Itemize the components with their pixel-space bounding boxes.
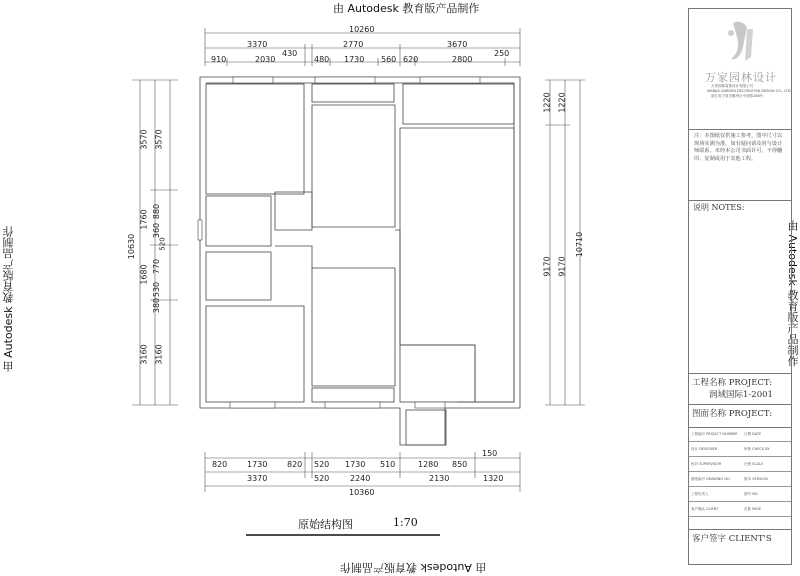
dim-left-row3-e: 770 (152, 258, 162, 275)
info-cell: 校对 SUPERVISOR (691, 462, 722, 466)
company-logo (703, 17, 792, 99)
dim-bottom-row2-c: 2240 (350, 474, 371, 483)
dim-bottom-row2-e: 1320 (483, 474, 504, 483)
logo-subline-1: 万家园林装饰设计有限公司 (711, 84, 753, 88)
watermark-top: 由 Autodesk 教育版产品制作 (333, 2, 480, 15)
dim-top-row3-a: 910 (211, 55, 227, 64)
dim-bottom-row1-h: 850 (452, 460, 468, 469)
info-row (689, 487, 791, 502)
info-cell: 版本 VERSION (744, 477, 768, 481)
watermark-right: 由 Autodesk 教育版产品制作 (786, 220, 799, 367)
dim-top-total: 10260 (349, 25, 375, 34)
plan-scale: 1:70 (393, 516, 418, 529)
dim-bottom-row2-b: 520 (314, 474, 330, 483)
dim-top-row3-e: 560 (381, 55, 397, 64)
info-cell: 日期 DATE (744, 432, 762, 436)
dim-top-row3-f: 620 (403, 55, 419, 64)
title-block (688, 8, 792, 565)
dim-bottom-row1-c: 820 (287, 460, 303, 469)
dim-top-row2-a: 3370 (247, 40, 268, 49)
info-cell: 客户确认 CLIENT (691, 507, 719, 511)
divider-logo (689, 129, 791, 130)
watermark-left: 由 Autodesk 教育版产品制作 (2, 226, 15, 373)
dim-top-row3-h: 250 (494, 49, 510, 58)
dim-bottom-total: 10360 (349, 488, 375, 497)
notes-label: 说明 NOTES: (693, 203, 745, 212)
watermark-bottom: 由 Autodesk 教育版产品制作 (340, 561, 487, 574)
dim-left-total: 10630 (127, 233, 137, 260)
dim-right-row1-a: 1220 (542, 92, 552, 113)
info-cell: 页数 PAGE (744, 507, 762, 511)
info-cell: 比例 SCALE (744, 462, 764, 466)
notes-text: 注：本图纸仅供施工参考，图中尺寸以现场实测为准，如有疑问请及时与设计师联系。未经本公司书面许可，不得翻印、复制或用于其他工程。 (694, 133, 783, 162)
logo-subline-3: 浙江省宁波市鄞州区中河路188号 (711, 94, 764, 98)
project-label: 工程名称 PROJECT: (692, 378, 773, 388)
divider-drawing (689, 404, 791, 405)
dim-top-row2-b: 430 (282, 49, 298, 58)
dim-left-row2-d: 3160 (139, 344, 149, 365)
dim-left-row3-f: 530 (152, 281, 162, 298)
project-value: 润域国际1-2001 (709, 390, 773, 400)
dim-bottom-row1-b: 1730 (247, 460, 268, 469)
dim-left-row3-d: 520 (158, 237, 167, 251)
dim-left-row2-c: 1680 (139, 264, 149, 285)
info-row (689, 502, 791, 517)
info-row (689, 442, 791, 457)
dim-top-row3-b: 2030 (255, 55, 276, 64)
dim-top-row3-d: 1730 (344, 55, 365, 64)
dim-right-row2-a: 1220 (557, 92, 567, 113)
divider-project (689, 373, 791, 374)
dim-right-row1-b: 9170 (542, 256, 552, 277)
drawing-label: 图面名称 PROJECT: (692, 409, 773, 419)
dim-top-row3-g: 2800 (452, 55, 473, 64)
divider-client (689, 529, 791, 530)
logo-mark-icon (703, 17, 779, 67)
info-row (689, 427, 791, 442)
dim-left-row2-a: 3570 (139, 129, 149, 150)
dim-left-row3-h: 3160 (154, 344, 164, 365)
dim-bottom-row2-d: 2130 (429, 474, 450, 483)
info-cell: 图纸编号 DRAWING NO. (691, 477, 731, 481)
dim-right-row2-b: 9170 (557, 256, 567, 277)
info-row (689, 457, 791, 472)
dim-top-row2-c: 2770 (343, 40, 364, 49)
dim-left-row3-a: 3570 (154, 129, 164, 150)
dim-bottom-row2-a: 3370 (247, 474, 268, 483)
dim-top-row3-c: 480 (314, 55, 330, 64)
dim-bottom-row1-f: 510 (380, 460, 396, 469)
dim-left-row3-g: 380 (152, 297, 162, 314)
info-cell: 工程编号 PROJECT NUMBER (691, 432, 738, 436)
info-cell: 工程负责人 (691, 492, 709, 496)
logo-subline-2: WANJIA GARDEN DECORATION DESIGN CO., LTD. (707, 89, 792, 93)
divider-notes (689, 200, 791, 201)
dim-right-total: 10710 (575, 231, 585, 258)
client-label: 客户签字 CLIENT'S (692, 534, 772, 544)
info-cell: 图号 NO. (744, 492, 759, 496)
dim-top-row2-d: 3670 (447, 40, 468, 49)
dim-left-row3-c: 360 (152, 222, 162, 239)
dim-left-row2-b: 1760 (139, 209, 149, 230)
dim-bottom-row1-i: 150 (482, 449, 498, 458)
dim-bottom-row1-e: 1730 (345, 460, 366, 469)
plan-title: 原始结构图 (298, 518, 353, 531)
dim-bottom-row1-a: 820 (212, 460, 228, 469)
dim-bottom-row1-d: 520 (314, 460, 330, 469)
dim-left-row3-b: 880 (152, 203, 162, 220)
info-row (689, 472, 791, 487)
info-table (689, 427, 791, 517)
info-cell: 设计 DESIGNER (691, 447, 718, 451)
dim-bottom-row1-g: 1280 (418, 460, 439, 469)
logo-text: 万家园林设计 (705, 71, 777, 84)
info-cell: 审核 CHECK BY (744, 447, 770, 451)
